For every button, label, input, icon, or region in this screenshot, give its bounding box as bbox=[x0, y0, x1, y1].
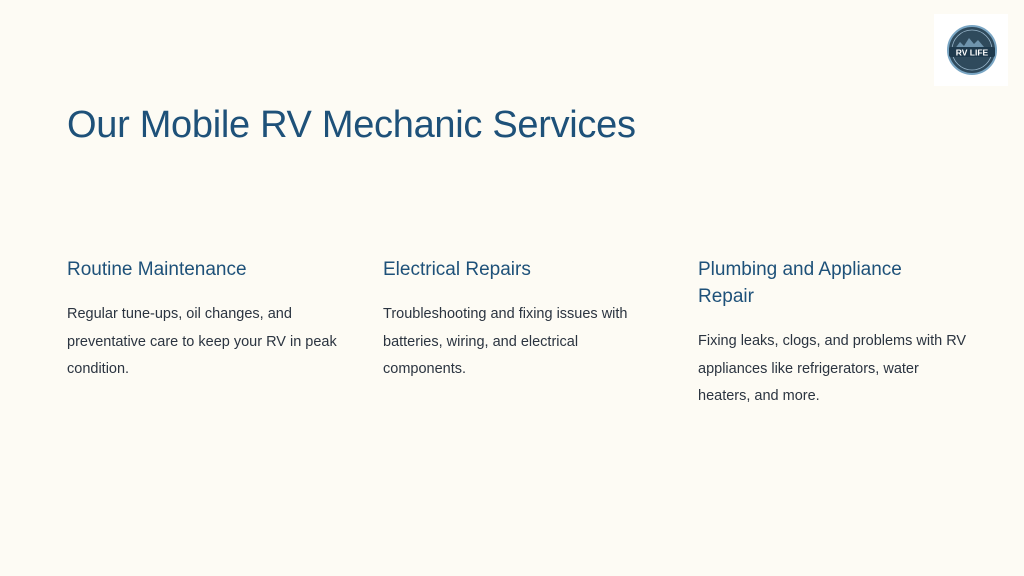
service-heading: Electrical Repairs bbox=[383, 259, 531, 280]
rv-life-logo-icon bbox=[934, 14, 1008, 86]
service-heading: Plumbing and Appliance Repair bbox=[698, 259, 902, 307]
logo-text: RV LIFE bbox=[955, 47, 989, 58]
service-routine-maintenance bbox=[67, 256, 337, 384]
service-description: Troubleshooting and fixing issues with batteries, wiring, and electrical components. bbox=[383, 306, 628, 377]
page-title: Our Mobile RV Mechanic Services bbox=[67, 104, 636, 146]
logo bbox=[934, 14, 1008, 86]
service-description: Regular tune-ups, oil changes, and preventative care to keep your RV in peak condition. bbox=[67, 306, 337, 377]
service-electrical-repairs bbox=[383, 256, 653, 384]
service-description: Fixing leaks, clogs, and problems with RV appliances like refrigerators, water heaters, and more. bbox=[698, 333, 967, 404]
service-heading: Routine Maintenance bbox=[67, 259, 247, 280]
service-plumbing-appliance-repair bbox=[698, 256, 968, 411]
